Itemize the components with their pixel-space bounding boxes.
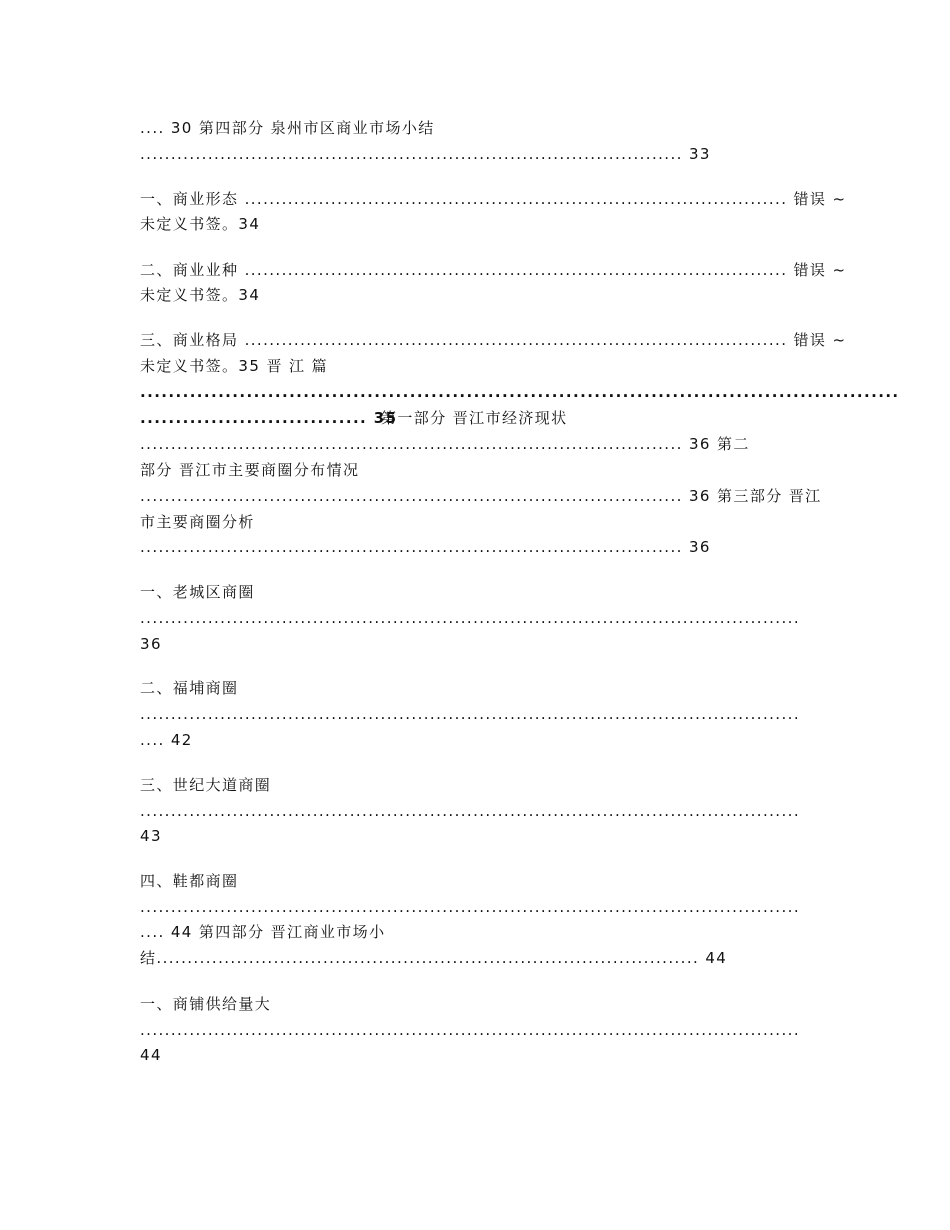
toc-dot-leader: ........................................................................................ 36 — [140, 538, 711, 556]
toc-entry-commerce-type: 二、商业业种 ........................................................................................ 错误 ~ — [140, 261, 847, 279]
toc-line: 部分 晋江市主要商圈分布情况 — [140, 461, 360, 479]
toc-entry-commerce-layout: 三、商业格局 ........................................................................................ 错误 ~ — [140, 331, 847, 349]
toc-page-number: 44 — [140, 1046, 162, 1064]
toc-page-number: .... 42 — [140, 731, 193, 749]
toc-entry-commerce-form: 一、商业形态 ........................................................................................ 错误 ~ — [140, 190, 847, 208]
toc-entry-shop-supply: 一、商铺供给量大 — [140, 995, 272, 1013]
toc-line: 未定义书签。34 — [140, 286, 261, 304]
toc-dot-leader: ........................................................................................................... — [140, 802, 800, 820]
toc-entry-fupu-circle: 二、福埔商圈 — [140, 679, 239, 697]
toc-line: .... 44 第四部分 晋江商业市场小 — [140, 923, 386, 941]
toc-dot-leader-bold: ................................ 35 — [140, 409, 398, 427]
toc-line: 市主要商圈分析 — [140, 513, 255, 531]
toc-line: 未定义书签。34 — [140, 215, 261, 233]
toc-dot-leader-bold: ........................................................................................................... — [140, 383, 900, 401]
toc-dot-leader: ........................................................................................................... — [140, 705, 800, 723]
toc-page-number: 43 — [140, 827, 162, 845]
toc-dot-leader: ........................................................................................................... — [140, 609, 800, 627]
toc-entry-old-city-circle: 一、老城区商圈 — [140, 583, 255, 601]
toc-page-number: 36 — [140, 635, 162, 653]
toc-line: 未定义书签。35 晋 江 篇 — [140, 357, 328, 375]
toc-entry-jinjiang-economy: 第一部分 晋江市经济现状 — [381, 409, 568, 427]
toc-entry-shoe-capital-circle: 四、鞋都商圈 — [140, 872, 239, 890]
toc-line: 结........................................................................................ 44 — [140, 949, 728, 967]
toc-dot-leader: ........................................................................................................... — [140, 898, 800, 916]
toc-entry-century-avenue-circle: 三、世纪大道商圈 — [140, 776, 272, 794]
toc-dot-leader: ........................................................................................ 33 — [140, 145, 711, 163]
toc-dot-leader: ........................................................................................................... — [140, 1021, 800, 1039]
toc-line: .... 30 第四部分 泉州市区商业市场小结 — [140, 119, 435, 137]
toc-dot-leader: ........................................................................................ 36 第二 — [140, 435, 750, 453]
toc-dot-leader: ........................................................................................ 36 第三部分 晋江 — [140, 487, 822, 505]
